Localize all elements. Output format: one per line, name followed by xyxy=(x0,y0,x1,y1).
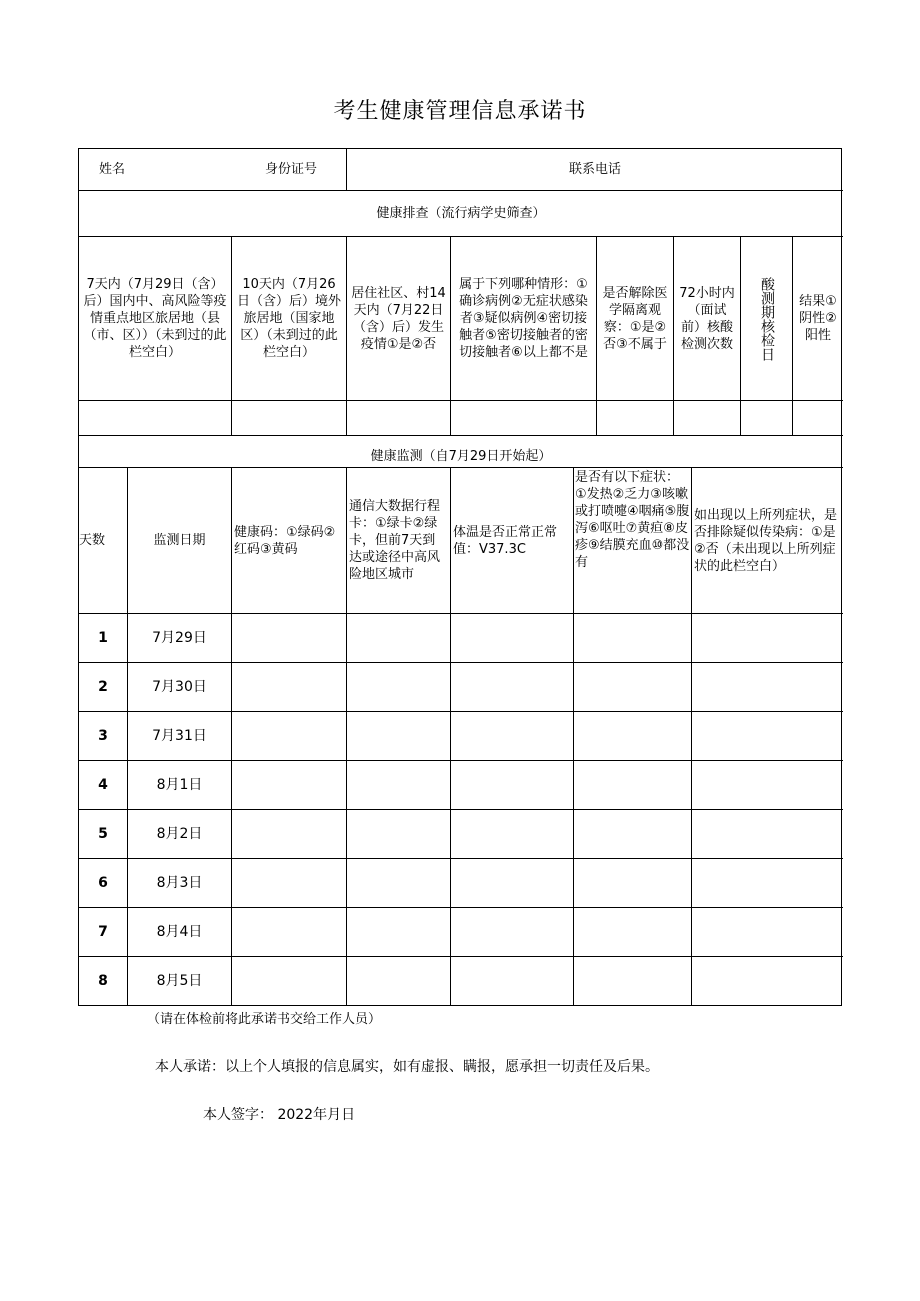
monitoring-input-cell[interactable] xyxy=(347,761,451,810)
day-number: 7 xyxy=(98,923,108,940)
monitoring-input-cell[interactable] xyxy=(451,810,574,859)
monitoring-input-cell[interactable] xyxy=(232,712,347,761)
screening-input-domestic[interactable] xyxy=(79,401,232,436)
monitoring-date: 8月2日 xyxy=(156,825,203,842)
day-number: 4 xyxy=(98,776,108,793)
monitoring-input-cell[interactable] xyxy=(574,810,692,859)
monitoring-col-symptoms: 是否有以下症状：①发热②乏力③咳嗽或打喷嚏④咽痛⑤腹泻⑥呕吐⑦黄疸⑧皮疹⑨结膜充血⑩都没有 xyxy=(574,468,692,614)
day-number: 3 xyxy=(98,727,108,744)
monitoring-input-cell[interactable] xyxy=(692,761,843,810)
monitoring-col-travel-card: 通信大数据行程卡：①绿卡②绿卡，但前7天到达或途径中高风险地区城市 xyxy=(347,468,451,614)
monitoring-col-day: 天数 xyxy=(79,468,128,614)
monitoring-col-date: 监测日期 xyxy=(128,468,232,614)
monitoring-input-cell[interactable] xyxy=(347,614,451,663)
monitoring-date-cell xyxy=(128,614,232,663)
day-number: 5 xyxy=(98,825,108,842)
monitoring-input-cell[interactable] xyxy=(574,859,692,908)
monitoring-input-cell[interactable] xyxy=(692,957,843,1006)
monitoring-input-cell[interactable] xyxy=(692,663,843,712)
monitoring-input-cell[interactable] xyxy=(574,663,692,712)
submission-note: （请在体检前将此承诺书交给工作人员） xyxy=(147,1012,382,1027)
screening-col-case-type: 属于下列哪种情形：①确诊病例②无症状感染者③疑似病例④密切接触者⑤密切接触者的密切接触者⑥以上都不是 xyxy=(451,237,597,401)
monitoring-input-cell[interactable] xyxy=(232,810,347,859)
monitoring-date-cell xyxy=(128,663,232,712)
day-number: 8 xyxy=(98,973,108,989)
monitoring-day-cell xyxy=(79,859,128,908)
monitoring-day-cell xyxy=(79,663,128,712)
monitoring-input-cell[interactable] xyxy=(574,957,692,1006)
monitoring-input-cell[interactable] xyxy=(232,908,347,957)
monitoring-input-cell[interactable] xyxy=(451,908,574,957)
monitoring-input-cell[interactable] xyxy=(451,712,574,761)
monitoring-date-cell xyxy=(128,712,232,761)
signature-line[interactable]: 本人签字： 2022年月日 xyxy=(203,1107,356,1123)
monitoring-date: 7月29日 xyxy=(152,629,207,646)
monitoring-input-cell[interactable] xyxy=(347,859,451,908)
monitoring-day-cell xyxy=(79,957,128,1006)
monitoring-input-cell[interactable] xyxy=(451,761,574,810)
monitoring-input-cell[interactable] xyxy=(232,859,347,908)
monitoring-input-cell[interactable] xyxy=(347,810,451,859)
day-number: 2 xyxy=(98,678,108,695)
monitoring-date: 8月5日 xyxy=(156,973,203,989)
screening-input-test-count[interactable] xyxy=(674,401,741,436)
monitoring-input-cell[interactable] xyxy=(232,957,347,1006)
monitoring-input-cell[interactable] xyxy=(574,761,692,810)
screening-col-domestic-travel: 7天内（7月29日（含）后）国内中、高风险等疫情重点地区旅居地（县（市、区））（未到过的此栏空白） xyxy=(79,237,232,401)
phone-label: 联系电话 xyxy=(568,162,621,177)
monitoring-input-cell[interactable] xyxy=(451,614,574,663)
monitoring-input-cell[interactable] xyxy=(692,614,843,663)
monitoring-day-cell xyxy=(79,712,128,761)
monitoring-input-cell[interactable] xyxy=(451,957,574,1006)
screening-input-result[interactable] xyxy=(793,401,843,436)
monitoring-section-title: 健康监测（自7月29日开始起） xyxy=(79,436,843,468)
day-number: 1 xyxy=(98,629,108,646)
screening-col-community-outbreak: 居住社区、村14天内（7月22日（含）后）发生疫情①是②否 xyxy=(347,237,451,401)
monitoring-input-cell[interactable] xyxy=(232,614,347,663)
monitoring-input-cell[interactable] xyxy=(692,908,843,957)
monitoring-date: 7月31日 xyxy=(152,727,207,744)
monitoring-input-cell[interactable] xyxy=(232,761,347,810)
monitoring-input-cell[interactable] xyxy=(232,663,347,712)
monitoring-date-cell xyxy=(128,957,232,1006)
id-label: 身份证号 xyxy=(265,162,318,177)
monitoring-input-cell[interactable] xyxy=(574,712,692,761)
monitoring-day-cell xyxy=(79,761,128,810)
monitoring-input-cell[interactable] xyxy=(692,712,843,761)
screening-input-overseas[interactable] xyxy=(232,401,347,436)
monitoring-input-cell[interactable] xyxy=(347,908,451,957)
monitoring-input-cell[interactable] xyxy=(451,859,574,908)
day-number: 6 xyxy=(98,874,108,891)
monitoring-input-cell[interactable] xyxy=(692,859,843,908)
monitoring-date-cell xyxy=(128,859,232,908)
phone-cell[interactable] xyxy=(347,149,843,191)
screening-col-test-count: 72小时内（面试前）核酸检测次数 xyxy=(674,237,741,401)
monitoring-input-cell[interactable] xyxy=(574,908,692,957)
screening-input-test-date[interactable] xyxy=(741,401,793,436)
screening-input-community[interactable] xyxy=(347,401,451,436)
monitoring-input-cell[interactable] xyxy=(451,663,574,712)
monitoring-col-health-code: 健康码：①绿码②红码③黄码 xyxy=(232,468,347,614)
screening-col-quarantine: 是否解除医学隔离观察：①是②否③不属于 xyxy=(597,237,674,401)
monitoring-input-cell[interactable] xyxy=(347,957,451,1006)
screening-input-quarantine[interactable] xyxy=(597,401,674,436)
name-label: 姓名 xyxy=(99,162,126,177)
page-title: 考生健康管理信息承诺书 xyxy=(333,99,587,124)
monitoring-day-cell xyxy=(79,810,128,859)
health-form-table xyxy=(78,148,842,1006)
monitoring-date: 8月4日 xyxy=(156,923,203,940)
monitoring-input-cell[interactable] xyxy=(347,712,451,761)
monitoring-date-cell xyxy=(128,761,232,810)
monitoring-date: 8月3日 xyxy=(156,874,203,891)
monitoring-input-cell[interactable] xyxy=(574,614,692,663)
screening-section-title: 健康排查（流行病学史筛查） xyxy=(79,191,843,237)
monitoring-date-cell xyxy=(128,908,232,957)
screening-col-test-date: 酸测期核检日 xyxy=(741,237,793,401)
monitoring-col-temperature: 体温是否正常正常值：V37.3C xyxy=(451,468,574,614)
name-id-cell[interactable] xyxy=(79,149,347,191)
monitoring-date: 8月1日 xyxy=(156,776,203,793)
screening-input-case-type[interactable] xyxy=(451,401,597,436)
screening-col-result: 结果①阴性②阳性 xyxy=(793,237,843,401)
monitoring-day-cell xyxy=(79,614,128,663)
monitoring-col-exclusion: 如出现以上所列症状，是否排除疑似传染病：①是②否（未出现以上所列症状的此栏空白） xyxy=(692,468,843,614)
promise-statement: 本人承诺：以上个人填报的信息属实，如有虚报、瞒报，愿承担一切责任及后果。 xyxy=(155,1059,659,1075)
monitoring-day-cell xyxy=(79,908,128,957)
monitoring-input-cell[interactable] xyxy=(347,663,451,712)
monitoring-date-cell xyxy=(128,810,232,859)
screening-col-overseas-travel: 10天内（7月26日（含）后）境外旅居地（国家地区）（未到过的此栏空白） xyxy=(232,237,347,401)
monitoring-input-cell[interactable] xyxy=(692,810,843,859)
monitoring-date: 7月30日 xyxy=(152,678,207,695)
